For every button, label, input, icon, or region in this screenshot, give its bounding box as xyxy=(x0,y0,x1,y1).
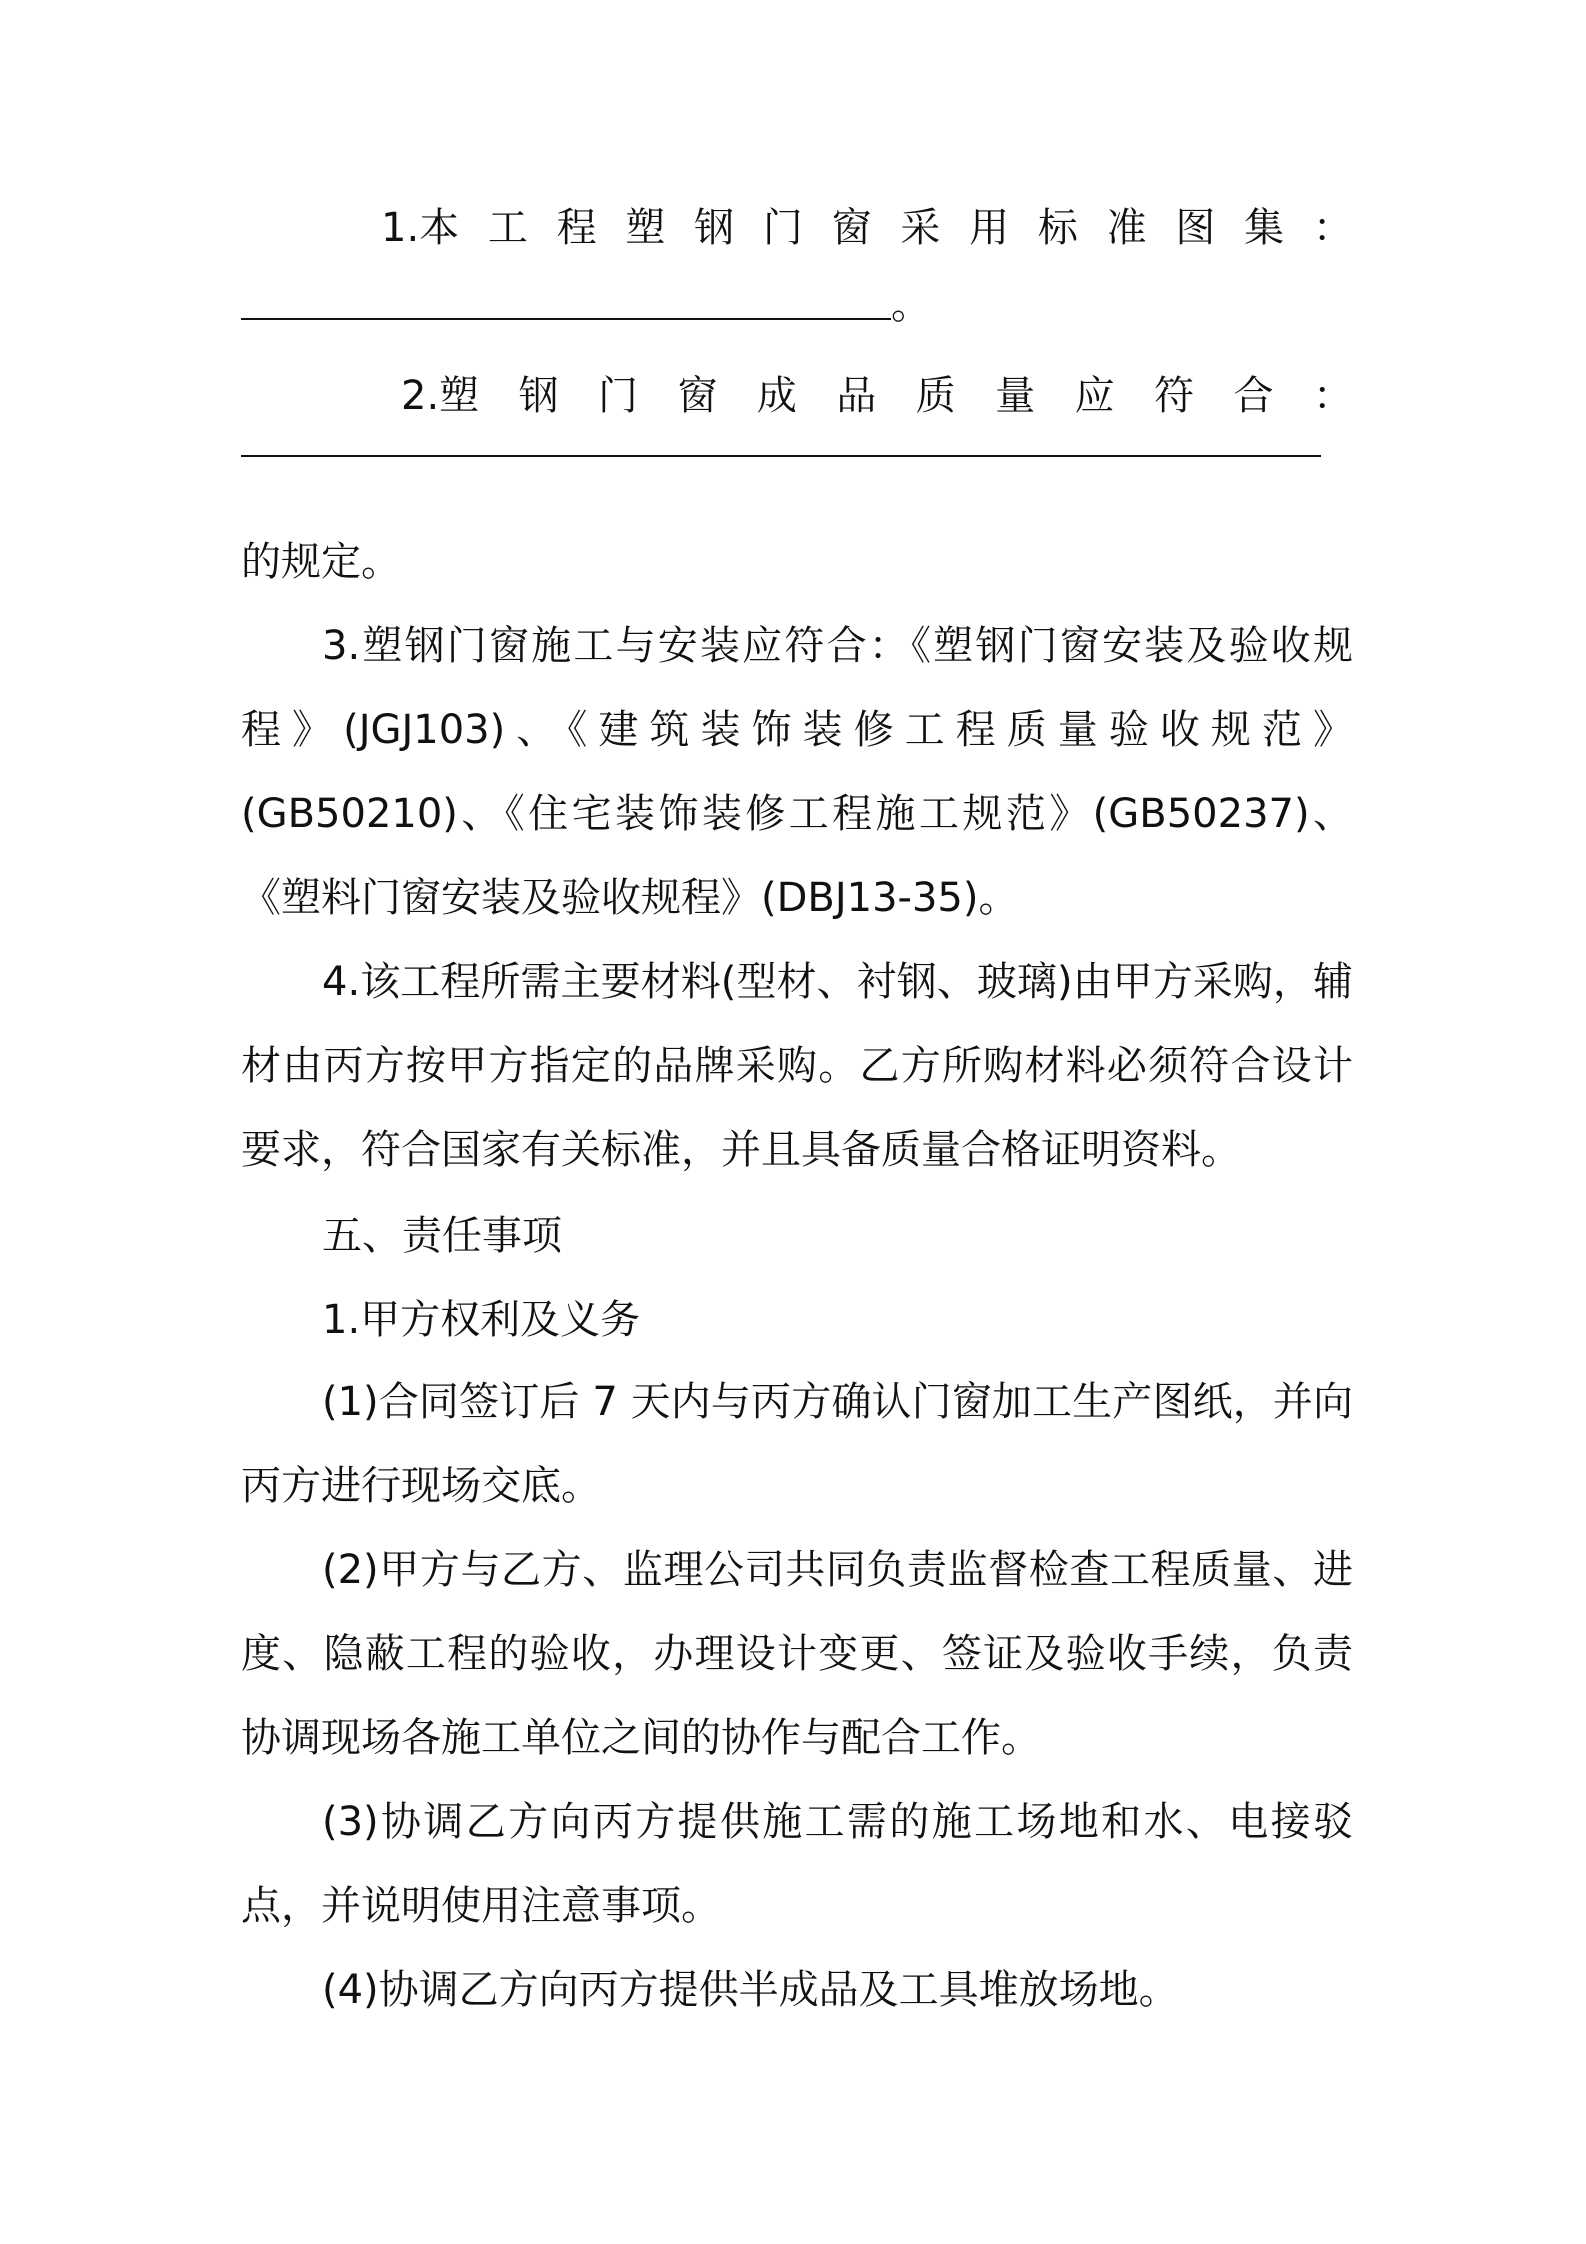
spaced-char: 准 xyxy=(1106,205,1147,251)
clause4-paragraph: (4)协调乙方向丙方提供半成品及工具堆放场地。 xyxy=(322,1967,1179,2013)
spaced-char: ： xyxy=(1312,373,1353,419)
spaced-char: 成 xyxy=(756,373,797,419)
item1-line xyxy=(241,198,1353,258)
spaced-char: 窗 xyxy=(831,205,872,251)
item1-end-mark: 。 xyxy=(891,282,931,328)
item2-line xyxy=(241,366,1353,426)
spaced-char: 窗 xyxy=(677,373,718,419)
spaced-char: 1.本 xyxy=(381,205,460,251)
spaced-char: 门 xyxy=(598,373,639,419)
spaced-char: 2.塑 xyxy=(401,373,480,419)
spaced-char: 符 xyxy=(1154,373,1195,419)
spaced-char: 程 xyxy=(556,205,597,251)
item2-underline xyxy=(241,455,1321,457)
section5-heading: 五、责任事项 xyxy=(322,1213,562,1259)
spaced-char: 钢 xyxy=(694,205,735,251)
spaced-char: 量 xyxy=(995,373,1036,419)
spaced-char: 品 xyxy=(836,373,877,419)
spaced-char: 应 xyxy=(1074,373,1115,419)
item2-blank xyxy=(241,455,1321,467)
clause1-paragraph: (1)合同签订后 7 天内与丙方确认门窗加工生产图纸，并向丙方进行现场交底。 xyxy=(241,1379,1353,1509)
spaced-char: 集 xyxy=(1244,205,1285,251)
item2-tail: 的规定。 xyxy=(241,539,401,585)
spaced-char: 合 xyxy=(1233,373,1274,419)
spaced-char: 质 xyxy=(915,373,956,419)
spaced-char: 采 xyxy=(900,205,941,251)
spaced-char: 用 xyxy=(969,205,1010,251)
clause2-paragraph: (2)甲方与乙方、监理公司共同负责监督检查工程质量、进度、隐蔽工程的验收，办理设计变更、签证及验收手续，负责协调现场各施工单位之间的协作与配合工作。 xyxy=(241,1547,1353,1761)
clause3-paragraph: (3)协调乙方向丙方提供施工需的施工场地和水、电接驳点，并说明使用注意事项。 xyxy=(241,1799,1353,1929)
spaced-char: ： xyxy=(1312,205,1353,251)
sub1-heading: 1.甲方权利及义务 xyxy=(322,1297,641,1343)
spaced-char: 工 xyxy=(487,205,528,251)
item3-paragraph: 3.塑钢门窗施工与安装应符合：《塑钢门窗安装及验收规程》(JGJ103)、《建筑装饰装修工程质量验收规范》(GB50210)、《住宅装饰装修工程施工规范》(GB50237)、《塑料门窗安装及验收规程》(DBJ13-35)。 xyxy=(241,623,1353,921)
spaced-char: 标 xyxy=(1037,205,1078,251)
item1-blank xyxy=(241,280,931,330)
item1-underline xyxy=(241,318,891,320)
item4-paragraph: 4.该工程所需主要材料(型材、衬钢、玻璃)由甲方采购，辅材由丙方按甲方指定的品牌采购。乙方所购材料必须符合设计要求，符合国家有关标准，并且具备质量合格证明资料。 xyxy=(241,959,1353,1173)
spaced-char: 塑 xyxy=(625,205,666,251)
spaced-char: 钢 xyxy=(518,373,559,419)
spaced-char: 门 xyxy=(762,205,803,251)
spaced-char: 图 xyxy=(1175,205,1216,251)
